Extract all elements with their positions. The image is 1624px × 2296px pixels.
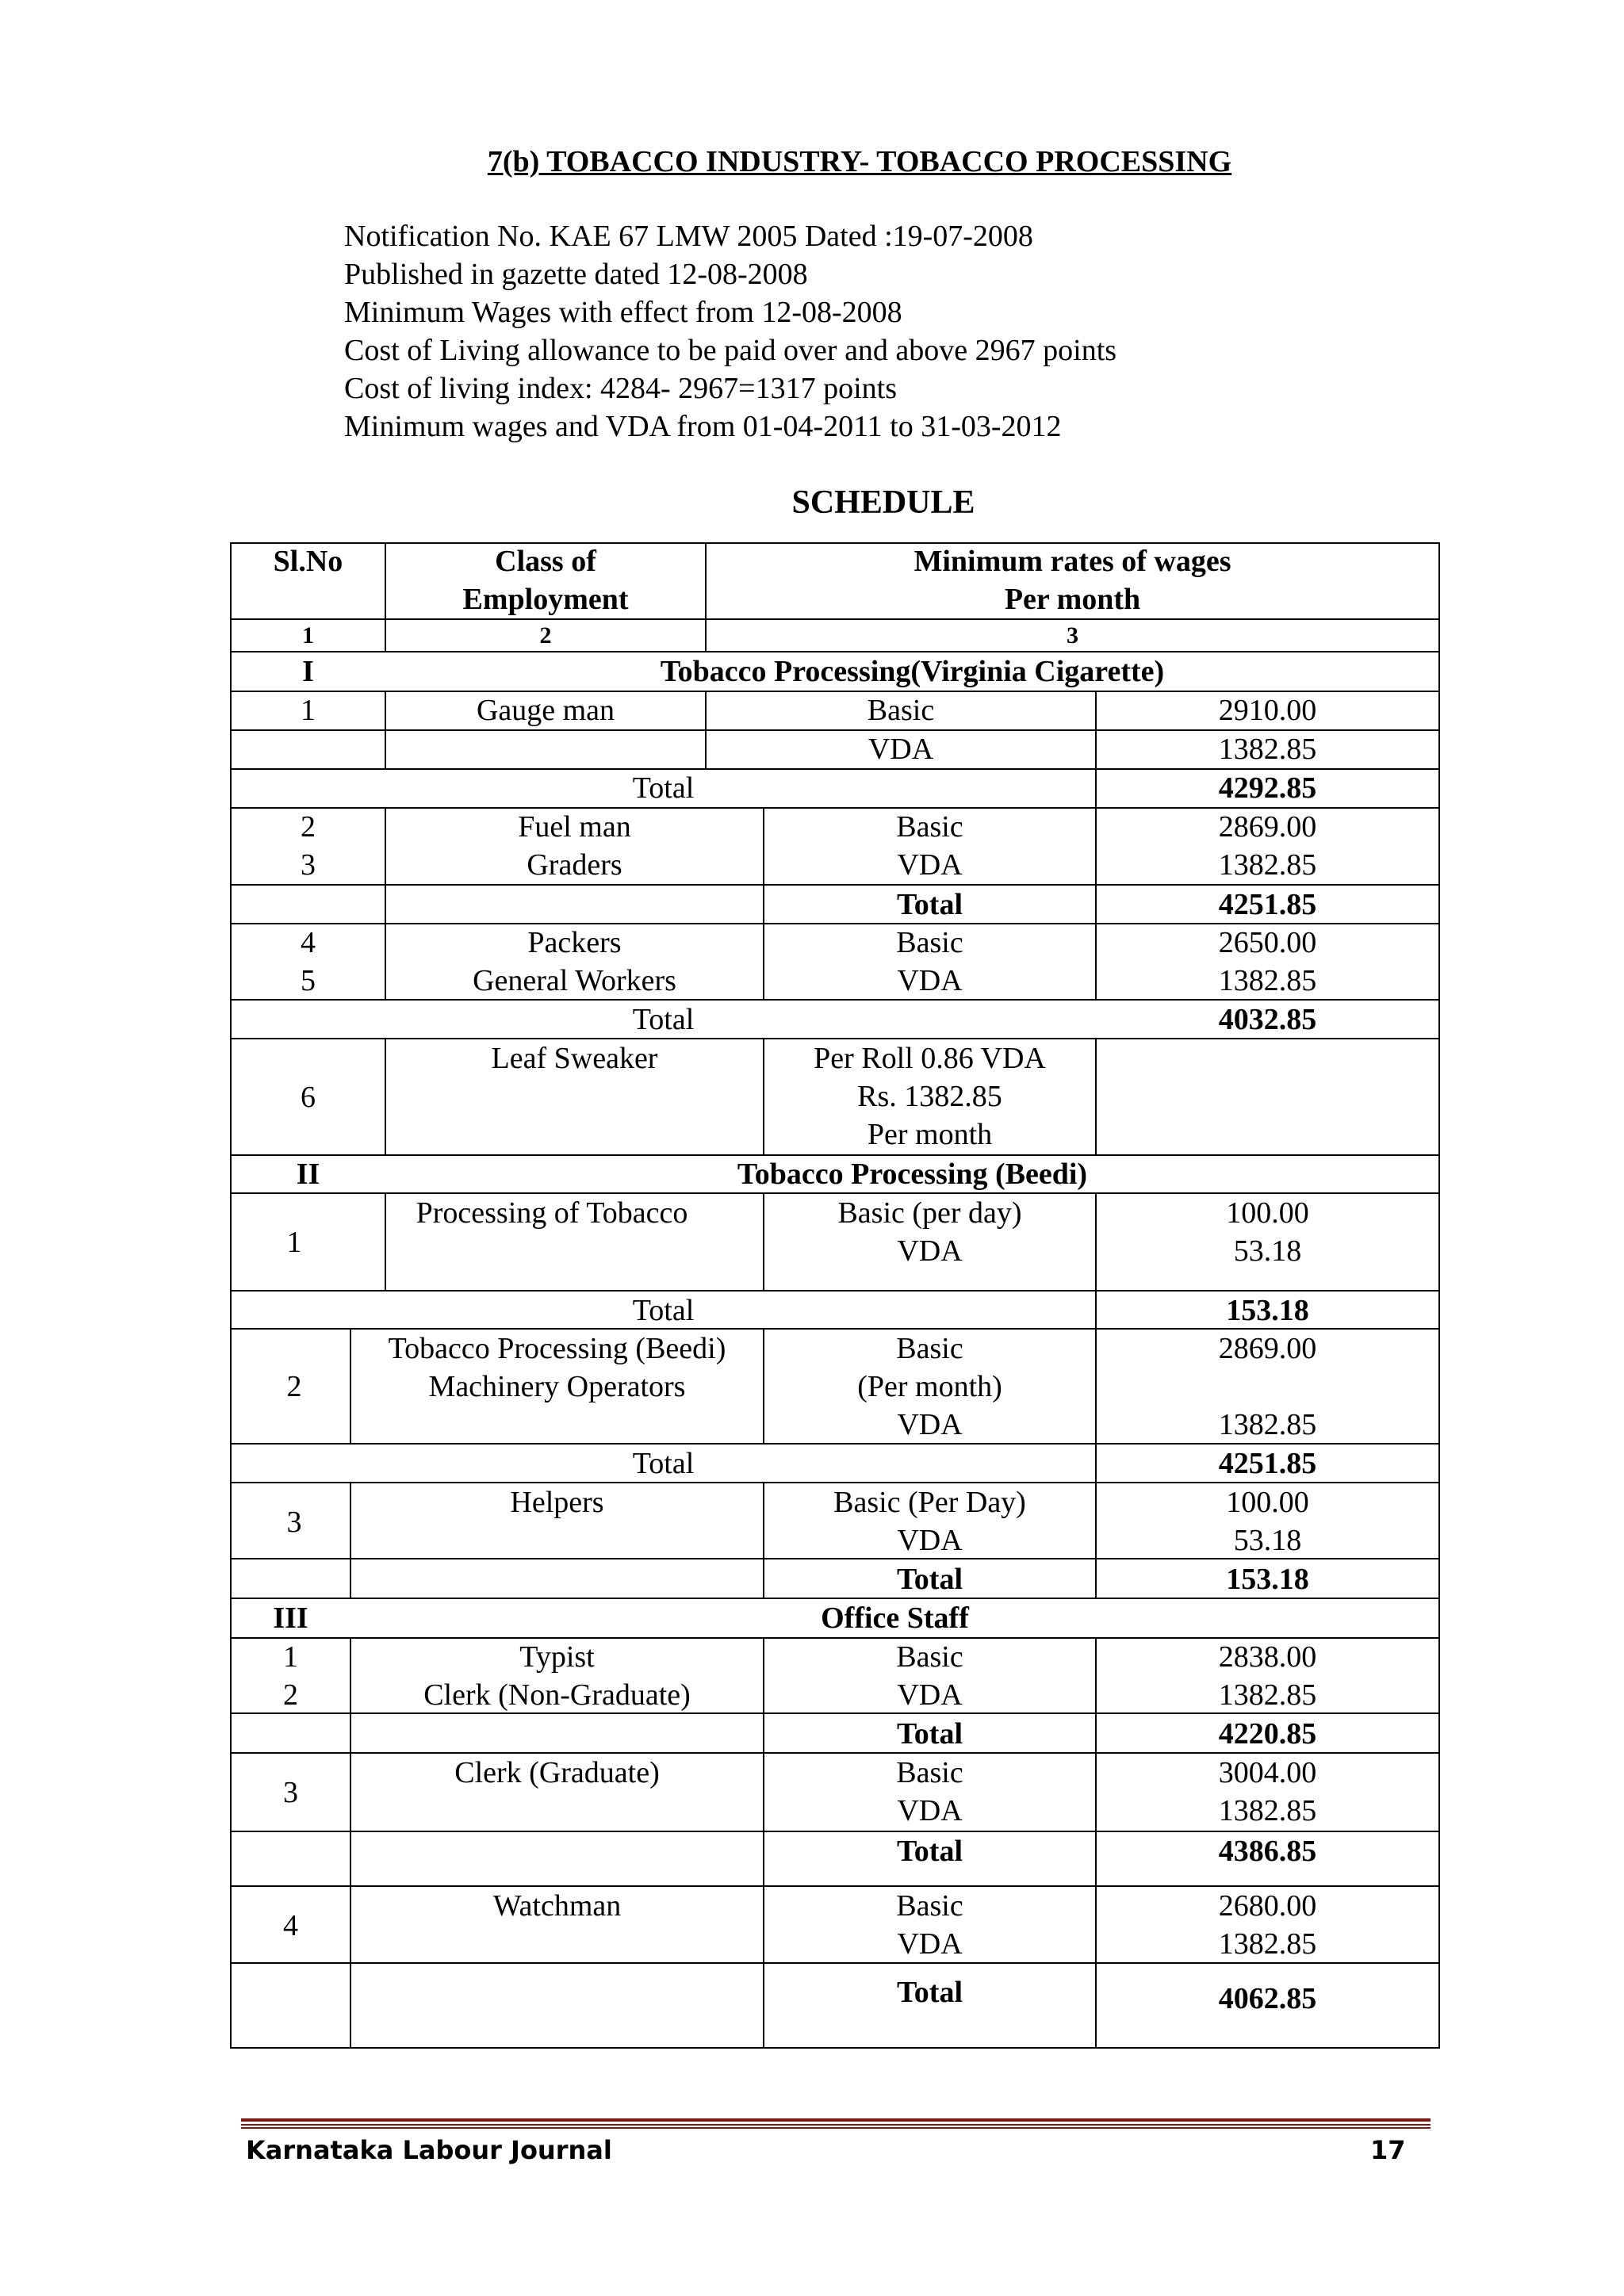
s1-total3-amount: 4032.85 [1218, 1003, 1317, 1036]
s3-total1-label: Total [896, 1717, 963, 1751]
s1-g4-type-c: Per month [867, 1118, 993, 1151]
s1-g2-slno-b: 3 [301, 848, 316, 882]
s3-total3-amount: 4062.85 [1218, 1982, 1317, 2015]
s2-g1-slno: 1 [286, 1226, 302, 1259]
s1-g2-slno-a: 2 [301, 810, 316, 844]
section-2-roman: II [296, 1158, 320, 1191]
header-col-number-1: 1 [302, 622, 314, 649]
header-class-line2: Employment [462, 583, 629, 616]
header-rates-line1: Minimum rates of wages [914, 545, 1231, 578]
s3-g2-class: Clerk (Graduate) [454, 1756, 660, 1789]
section-2-title: Tobacco Processing (Beedi) [737, 1158, 1088, 1191]
s2-g1-class: Processing of Tobacco [416, 1196, 688, 1230]
header-class-line1: Class of [495, 545, 596, 578]
page-title: 7(b) TOBACCO INDUSTRY- TOBACCO PROCESSING [487, 145, 1232, 178]
s1-row2-type: VDA [868, 733, 934, 766]
s2-total2-label: Total [632, 1447, 695, 1480]
s2-g2-type-a: Basic [896, 1332, 963, 1365]
s1-g3-amount-b: 1382.85 [1218, 964, 1317, 997]
s1-total1-amount: 4292.85 [1218, 771, 1317, 805]
validity-period: Minimum wages and VDA from 01-04-2011 to 31-03-2012 [344, 410, 1062, 443]
s1-row2-amount: 1382.85 [1218, 733, 1317, 766]
s1-row1-amount: 2910.00 [1218, 694, 1317, 727]
s3-g3-amount-a: 2680.00 [1218, 1889, 1317, 1923]
s2-g3-type-a: Basic (Per Day) [833, 1486, 1026, 1519]
schedule-heading: SCHEDULE [791, 484, 975, 521]
s2-g1-type-b: VDA [897, 1234, 963, 1268]
s2-total3-amount: 153.18 [1226, 1563, 1309, 1596]
s1-total1-label: Total [632, 771, 695, 805]
s1-g4-type-b: Rs. 1382.85 [857, 1080, 1002, 1113]
s1-g3-class-a: Packers [527, 926, 622, 959]
s1-g4-class: Leaf Sweaker [491, 1042, 658, 1075]
s2-g2-type-c: VDA [897, 1408, 963, 1441]
s3-g3-slno: 4 [283, 1909, 298, 1942]
s2-g3-slno: 3 [286, 1506, 302, 1539]
s1-g3-class-b: General Workers [473, 964, 676, 997]
s3-g2-type-b: VDA [897, 1794, 963, 1827]
s3-total2-amount: 4386.85 [1218, 1835, 1317, 1868]
s1-g2-class-b: Graders [527, 848, 622, 882]
s2-total1-label: Total [632, 1294, 695, 1327]
s3-g1-amount-b: 1382.85 [1218, 1678, 1317, 1712]
s1-g2-type-b: VDA [897, 848, 963, 882]
s2-g1-amount-a: 100.00 [1226, 1196, 1309, 1230]
section-3-title: Office Staff [821, 1601, 969, 1635]
s1-g2-type-a: Basic [896, 810, 963, 844]
footer-journal-name: Karnataka Labour Journal [246, 2135, 612, 2165]
s1-total2-label: Total [896, 888, 963, 921]
s3-g3-amount-b: 1382.85 [1218, 1927, 1317, 1961]
s3-g2-slno: 3 [283, 1776, 298, 1809]
s1-g2-amount-b: 1382.85 [1218, 848, 1317, 882]
footer-divider [241, 2118, 1431, 2130]
header-rates-line2: Per month [1004, 583, 1141, 616]
header-col-number-2: 2 [539, 622, 552, 649]
s2-g1-amount-b: 53.18 [1233, 1234, 1302, 1268]
s3-g2-amount-b: 1382.85 [1218, 1794, 1317, 1827]
s2-g2-type-b: (Per month) [857, 1370, 1002, 1403]
notification-number: Notification No. KAE 67 LMW 2005 Dated :19-07-2008 [344, 220, 1033, 253]
s1-total2-amount: 4251.85 [1218, 888, 1317, 921]
header-col-number-3: 3 [1067, 622, 1078, 649]
footer-page-number: 17 [1370, 2135, 1406, 2165]
s2-total2-amount: 4251.85 [1218, 1447, 1317, 1480]
s1-g3-type-a: Basic [896, 926, 963, 959]
s3-g1-class-a: Typist [519, 1640, 595, 1674]
s1-g3-amount-a: 2650.00 [1218, 926, 1317, 959]
s2-g3-amount-b: 53.18 [1233, 1524, 1302, 1557]
s1-row1-slno: 1 [301, 694, 316, 727]
section-1-roman: I [302, 655, 314, 688]
s2-g2-amount-a: 2869.00 [1218, 1332, 1317, 1365]
cola-basis: Cost of Living allowance to be paid over and above 2967 points [344, 334, 1117, 367]
header-slno: Sl.No [273, 545, 343, 578]
s2-g3-type-b: VDA [897, 1524, 963, 1557]
s3-g3-class: Watchman [492, 1889, 622, 1923]
s2-g3-class: Helpers [510, 1486, 604, 1519]
s3-g1-class-b: Clerk (Non-Graduate) [423, 1678, 691, 1712]
s3-g1-type-a: Basic [896, 1640, 963, 1674]
s3-g3-type-a: Basic [896, 1889, 963, 1923]
s1-g3-slno-b: 5 [301, 964, 316, 997]
s2-g2-class-a: Tobacco Processing (Beedi) [388, 1332, 726, 1365]
s1-g3-type-b: VDA [897, 964, 963, 997]
s1-g4-type-a: Per Roll 0.86 VDA [814, 1042, 1046, 1075]
s2-total3-label: Total [896, 1563, 963, 1596]
s1-row1-type: Basic [867, 694, 935, 727]
s1-g3-slno-a: 4 [301, 926, 316, 959]
s3-g3-type-b: VDA [897, 1927, 963, 1961]
s1-g2-amount-a: 2869.00 [1218, 810, 1317, 844]
s3-g1-slno-b: 2 [283, 1678, 298, 1712]
s3-total3-label: Total [896, 1976, 963, 2009]
s1-total3-label: Total [632, 1003, 695, 1036]
s2-g2-slno: 2 [286, 1370, 302, 1403]
section-3-roman: III [273, 1601, 308, 1635]
s3-g1-type-b: VDA [897, 1678, 963, 1712]
s1-g2-class-a: Fuel man [518, 810, 631, 844]
s2-g3-amount-a: 100.00 [1226, 1486, 1309, 1519]
s3-g1-slno-a: 1 [283, 1640, 298, 1674]
effective-date: Minimum Wages with effect from 12-08-2008 [344, 296, 902, 329]
s1-g4-slno: 6 [301, 1081, 316, 1114]
s2-g2-class-b: Machinery Operators [428, 1370, 686, 1403]
s2-g2-amount-c: 1382.85 [1218, 1408, 1317, 1441]
cost-of-living-index: Cost of living index: 4284- 2967=1317 points [344, 372, 897, 405]
s2-g1-type-a: Basic (per day) [837, 1196, 1022, 1230]
s3-total2-label: Total [896, 1835, 963, 1868]
s3-g1-amount-a: 2838.00 [1218, 1640, 1317, 1674]
s1-row1-class: Gauge man [476, 694, 615, 727]
gazette-date: Published in gazette dated 12-08-2008 [344, 258, 808, 291]
s3-g2-type-a: Basic [896, 1756, 963, 1789]
s3-total1-amount: 4220.85 [1218, 1717, 1317, 1751]
s2-total1-amount: 153.18 [1226, 1294, 1309, 1327]
s3-g2-amount-a: 3004.00 [1218, 1756, 1317, 1789]
section-1-title: Tobacco Processing(Virginia Cigarette) [660, 655, 1165, 688]
